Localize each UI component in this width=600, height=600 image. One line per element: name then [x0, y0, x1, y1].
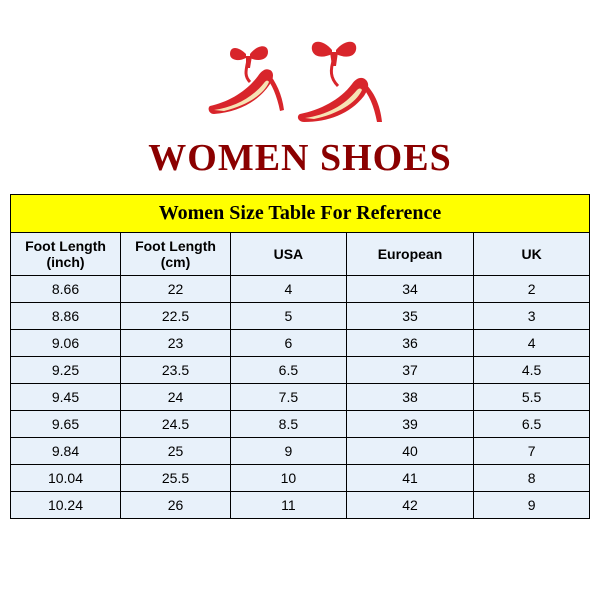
cell-foot-length-inch: 9.84 [11, 438, 121, 465]
cell-european: 37 [346, 357, 473, 384]
header-line-1: Foot Length [25, 238, 106, 254]
header-foot-length-cm [121, 233, 231, 276]
table-row [11, 492, 590, 519]
header-line-2: (inch) [46, 254, 85, 271]
table-row [11, 330, 590, 357]
table-row [11, 465, 590, 492]
page-title: WOMEN SHOES [148, 137, 452, 179]
cell-european: 38 [346, 384, 473, 411]
cell-usa: 9 [231, 438, 347, 465]
cell-foot-length-cm: 22.5 [121, 303, 231, 330]
cell-usa: 8.5 [231, 411, 347, 438]
cell-foot-length-inch: 9.25 [11, 357, 121, 384]
cell-foot-length-inch: 9.65 [11, 411, 121, 438]
cell-uk: 4.5 [474, 357, 590, 384]
cell-usa: 11 [231, 492, 347, 519]
cell-european: 36 [346, 330, 473, 357]
cell-uk: 9 [474, 492, 590, 519]
cell-usa: 4 [231, 276, 347, 303]
size-table-body [11, 195, 590, 519]
cell-uk: 3 [474, 303, 590, 330]
table-row [11, 276, 590, 303]
cell-foot-length-inch: 10.24 [11, 492, 121, 519]
header-usa: USA [231, 233, 347, 276]
cell-uk: 8 [474, 465, 590, 492]
cell-european: 40 [346, 438, 473, 465]
cell-foot-length-cm: 24.5 [121, 411, 231, 438]
cell-uk: 4 [474, 330, 590, 357]
cell-uk: 7 [474, 438, 590, 465]
cell-foot-length-cm: 24 [121, 384, 231, 411]
table-caption: Women Size Table For Reference [11, 195, 590, 233]
header-uk: UK [474, 233, 590, 276]
cell-european: 34 [346, 276, 473, 303]
cell-european: 39 [346, 411, 473, 438]
cell-foot-length-inch: 8.86 [11, 303, 121, 330]
cell-european: 42 [346, 492, 473, 519]
cell-usa: 6 [231, 330, 347, 357]
table-row [11, 411, 590, 438]
shoes-illustration [0, 0, 600, 130]
cell-foot-length-cm: 23 [121, 330, 231, 357]
size-table-container [10, 194, 590, 519]
cell-usa: 6.5 [231, 357, 347, 384]
table-row [11, 303, 590, 330]
cell-foot-length-cm: 22 [121, 276, 231, 303]
cell-european: 41 [346, 465, 473, 492]
table-row [11, 384, 590, 411]
cell-uk: 5.5 [474, 384, 590, 411]
red-high-heels-icon [180, 10, 420, 130]
cell-foot-length-inch: 10.04 [11, 465, 121, 492]
header-line-1: Foot Length [135, 238, 216, 254]
cell-foot-length-inch: 9.06 [11, 330, 121, 357]
cell-usa: 5 [231, 303, 347, 330]
cell-foot-length-cm: 23.5 [121, 357, 231, 384]
cell-european: 35 [346, 303, 473, 330]
cell-foot-length-cm: 25 [121, 438, 231, 465]
cell-foot-length-inch: 8.66 [11, 276, 121, 303]
header-european: European [346, 233, 473, 276]
cell-foot-length-cm: 25.5 [121, 465, 231, 492]
cell-uk: 6.5 [474, 411, 590, 438]
cell-foot-length-cm: 26 [121, 492, 231, 519]
table-caption-row [11, 195, 590, 233]
table-row [11, 357, 590, 384]
table-row [11, 438, 590, 465]
cell-usa: 7.5 [231, 384, 347, 411]
table-header-row [11, 233, 590, 276]
header-line-2: (cm) [160, 254, 191, 271]
cell-usa: 10 [231, 465, 347, 492]
size-table [10, 194, 590, 519]
cell-uk: 2 [474, 276, 590, 303]
cell-foot-length-inch: 9.45 [11, 384, 121, 411]
header-foot-length-inch [11, 233, 121, 276]
